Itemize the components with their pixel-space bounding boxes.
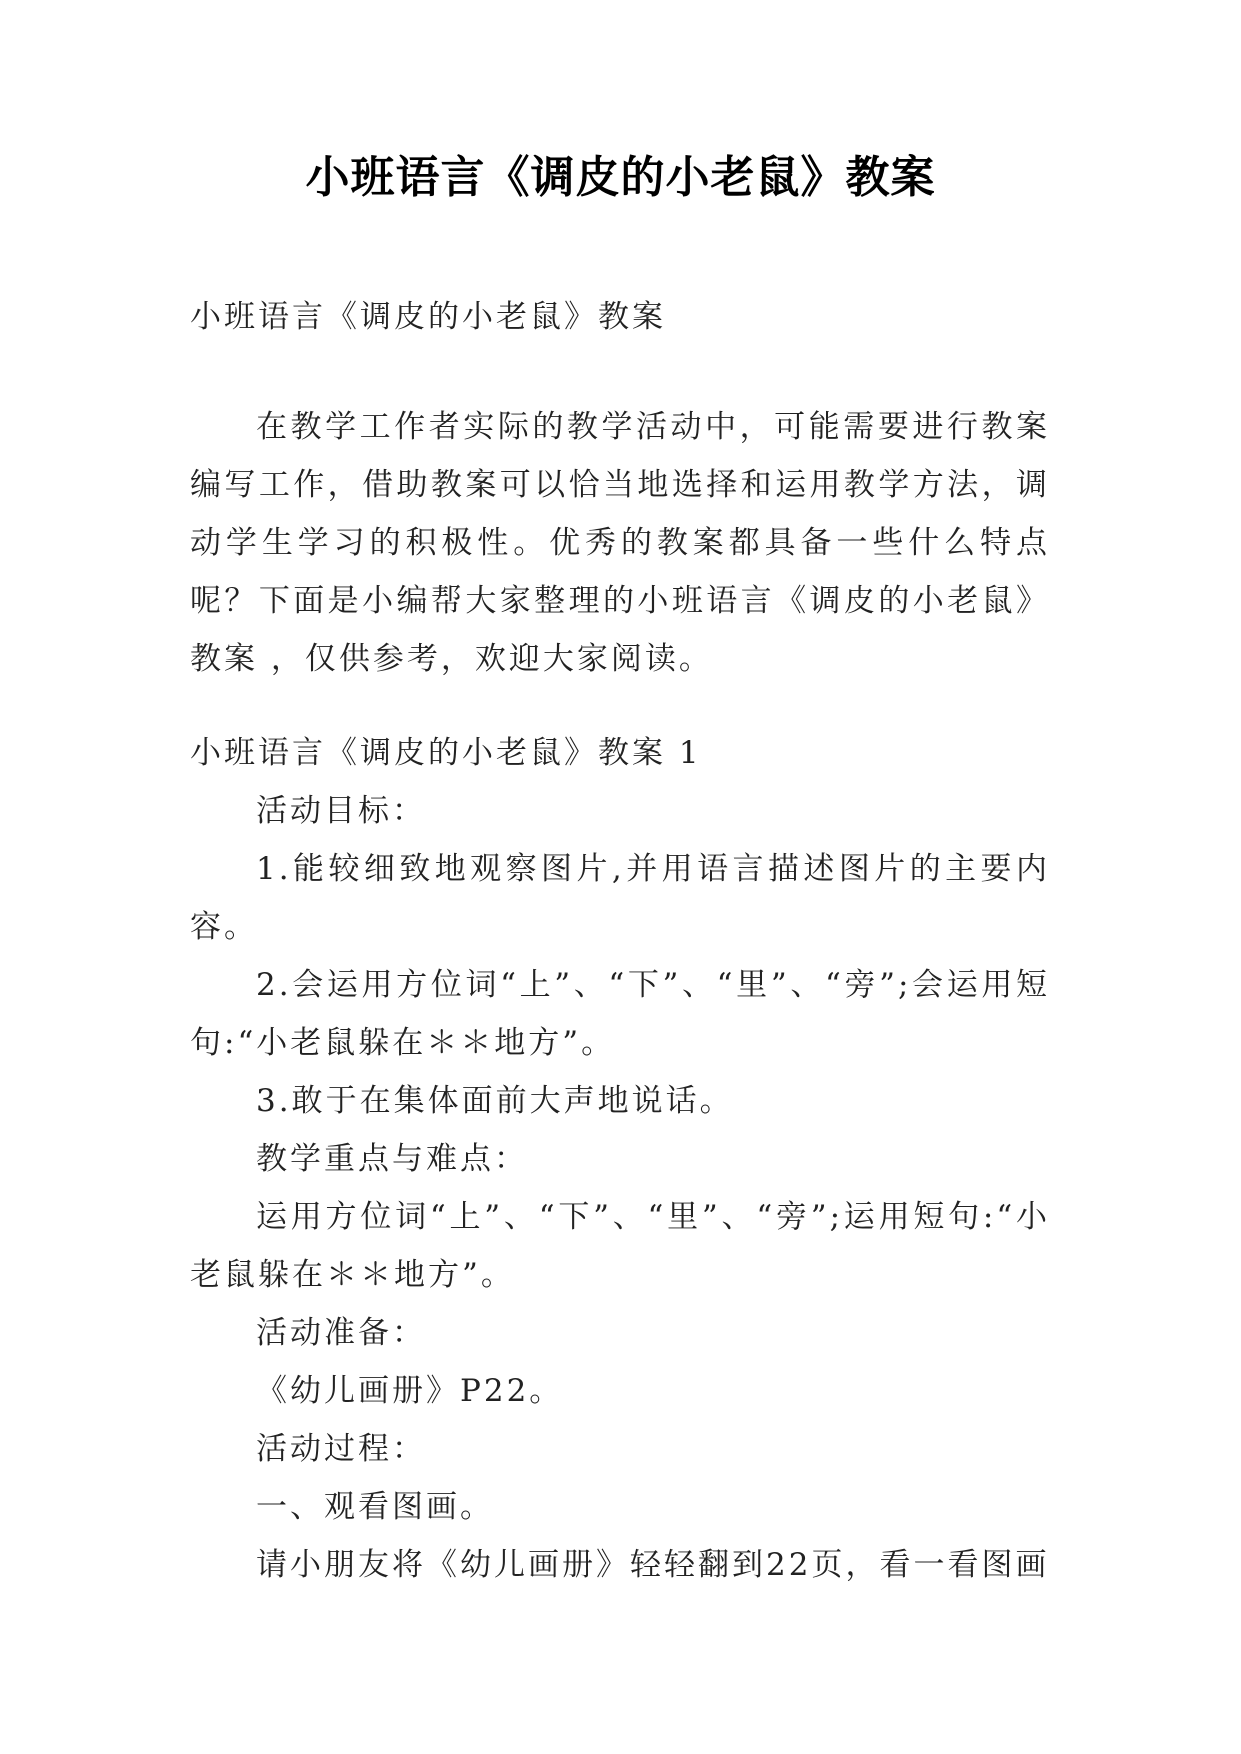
paragraph-focus: 运用方位词“上”、“下”、“里”、“旁”;运用短句:“小老鼠躲在＊＊地方”。 — [190, 1199, 1050, 1293]
paragraph-step-1: 一、观看图画。 — [256, 1489, 494, 1525]
paragraph-goal-1: 1.能较细致地观察图片,并用语言描述图片的主要内容。 — [190, 851, 1050, 945]
paragraph-step-1-text: 请小朋友将《幼儿画册》轻轻翻到22页，看一看图画 — [256, 1547, 1050, 1583]
paragraph-goal-3: 3.敢于在集体面前大声地说话。 — [256, 1083, 734, 1119]
intro-paragraph: 在教学工作者实际的教学活动中，可能需要进行教案编写工作，借助教案可以恰当地选择和运用教学方法，调动学生学习的积极性。优秀的教案都具备一些什么特点呢？下面是小编帮大家整理的小班语言《调皮的小老鼠》教案 ，仅供参考，欢迎大家阅读。 — [190, 409, 1050, 677]
document-title: 小班语言《调皮的小老鼠》教案 — [305, 152, 936, 203]
document-body — [190, 288, 1050, 1594]
paragraph-focus-label: 教学重点与难点： — [256, 1141, 528, 1177]
section-heading: 小班语言《调皮的小老鼠》教案 1 — [190, 735, 702, 771]
paragraph-goals-label: 活动目标： — [256, 793, 426, 829]
paragraph-prep: 《幼儿画册》P22。 — [256, 1373, 564, 1409]
paragraph-goal-2: 2.会运用方位词“上”、“下”、“里”、“旁”;会运用短句:“小老鼠躲在＊＊地方”。 — [190, 967, 1050, 1061]
document-subtitle: 小班语言《调皮的小老鼠》教案 — [190, 299, 666, 335]
paragraph-prep-label: 活动准备： — [256, 1315, 426, 1351]
paragraph-process-label: 活动过程： — [256, 1431, 426, 1467]
